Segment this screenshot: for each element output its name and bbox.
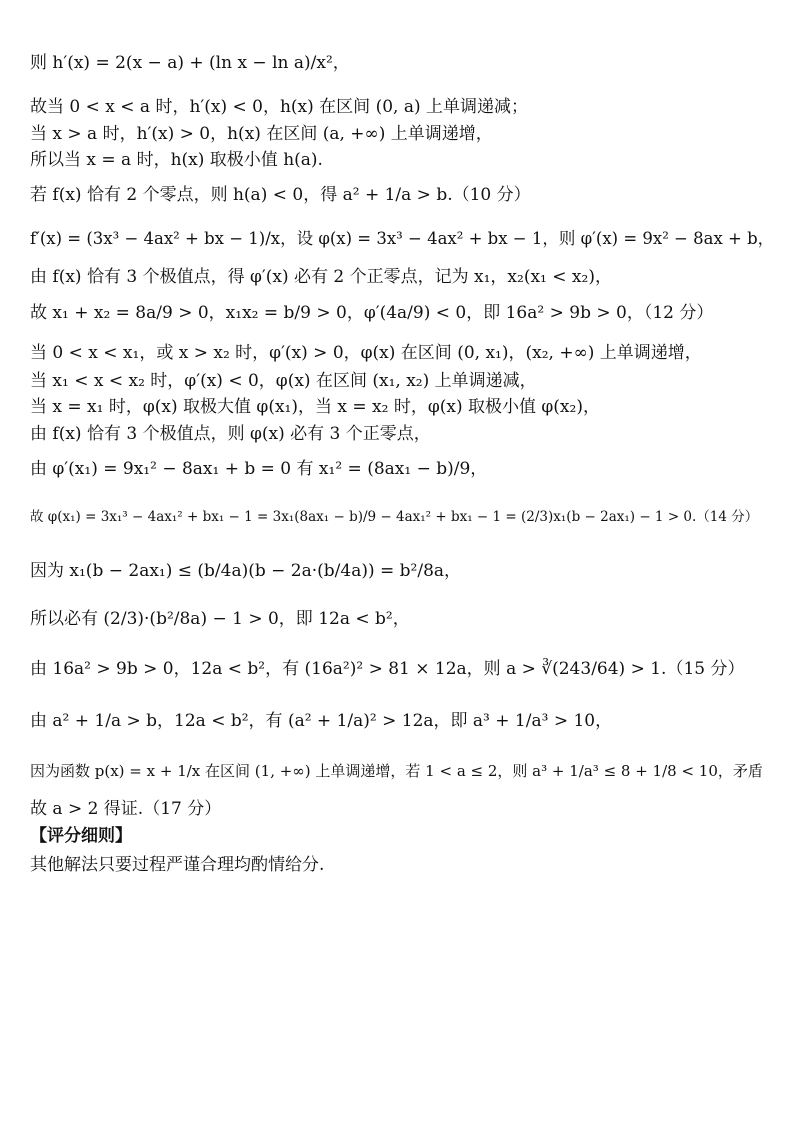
line-text: 所以必有 (2/3)·(b²/8a) − 1 > 0，即 12a < b²，: [30, 609, 410, 629]
solution-line-19: [30, 760, 763, 782]
line-text: f′(x) = (3x³ − 4ax² + bx − 1)/x，设 φ(x) = 3x³ − 4ax² + bx − 1，则 φ′(x) = 9x² − 8ax + b，: [30, 229, 775, 248]
line-text: 则 h′(x) = 2(x − a) + (ln x − ln a)/x²，: [30, 53, 350, 73]
line-text: 故当 0 < x < a 时，h′(x) < 0，h(x) 在区间 (0, a) 上单调递减；: [30, 97, 529, 117]
line-text: 若 f(x) 恰有 2 个零点，则 h(a) < 0，得 a² + 1/a > b.（10 分）: [30, 185, 531, 205]
line-text: 故 x₁ + x₂ = 8a/9 > 0，x₁x₂ = b/9 > 0，φ′(4a/9) < 0，即 16a² > 9b > 0，（12 分）: [30, 303, 714, 323]
line-text: 当 x₁ < x < x₂ 时，φ′(x) < 0，φ(x) 在区间 (x₁, x₂) 上单调递减，: [30, 371, 537, 391]
line-text: 由 16a² > 9b > 0，12a < b²，有 (16a²)² > 81 × 12a，则 a > ∛(243/64) > 1.（15 分）: [30, 659, 745, 679]
line-text: 因为 x₁(b − 2ax₁) ≤ (b/4a)(b − 2a·(b/4a)) = b²/8a，: [30, 561, 462, 581]
line-text: 故 a > 2 得证.（17 分）: [30, 799, 222, 819]
solution-line-20: [30, 798, 221, 820]
solution-line-17: [30, 658, 745, 680]
solution-line-11: [30, 396, 600, 418]
solution-line-9: [30, 342, 702, 364]
scoring-rules-heading: [30, 825, 132, 847]
solution-line-18: [30, 710, 612, 732]
solution-line-5: [30, 184, 531, 206]
line-text: 当 x = x₁ 时，φ(x) 取极大值 φ(x₁)，当 x = x₂ 时，φ(x) 取极小值 φ(x₂)，: [30, 397, 600, 417]
solution-line-6: [30, 228, 774, 250]
heading-text: 【评分细则】: [30, 826, 132, 846]
solution-line-2: [30, 96, 528, 118]
solution-line-10: [30, 370, 537, 392]
solution-line-1: [30, 52, 350, 74]
line-text: 其他解法只要过程严谨合理均酌情给分.: [30, 855, 325, 875]
solution-line-4: [30, 149, 323, 171]
line-text: 由 a² + 1/a > b，12a < b²，有 (a² + 1/a)² > 12a，即 a³ + 1/a³ > 10，: [30, 711, 613, 731]
solution-line-13: [30, 458, 487, 480]
line-text: 由 φ′(x₁) = 9x₁² − 8ax₁ + b = 0 有 x₁² = (8ax₁ − b)/9，: [30, 459, 488, 479]
solution-line-7: [30, 266, 612, 288]
line-text: 当 0 < x < x₁，或 x > x₂ 时，φ′(x) > 0，φ(x) 在区间 (0, x₁)，(x₂, +∞) 上单调递增，: [30, 343, 702, 363]
solution-line-8: [30, 302, 713, 324]
solution-line-3: [30, 123, 493, 145]
line-text: 因为函数 p(x) = x + 1/x 在区间 (1, +∞) 上单调递增，若 1 < a ≤ 2，则 a³ + 1/a³ ≤ 8 + 1/8 < 10，矛盾: [30, 762, 763, 780]
solution-line-12: [30, 423, 431, 445]
line-text: 故 φ(x₁) = 3x₁³ − 4ax₁² + bx₁ − 1 = 3x₁(8ax₁ − b)/9 − 4ax₁² + bx₁ − 1 = (2/3)x₁(b − 2ax₁) − 1 > 0.（14 分）: [30, 509, 759, 525]
solution-line-16: [30, 608, 410, 630]
scoring-rules-text: [30, 854, 324, 876]
line-text: 由 f(x) 恰有 3 个极值点，则 φ(x) 必有 3 个正零点，: [30, 424, 431, 444]
line-text: 当 x > a 时，h′(x) > 0，h(x) 在区间 (a, +∞) 上单调递增，: [30, 124, 493, 144]
line-text: 所以当 x = a 时，h(x) 取极小值 h(a).: [30, 150, 323, 170]
line-text: 由 f(x) 恰有 3 个极值点，得 φ′(x) 必有 2 个正零点，记为 x₁，x₂(x₁ < x₂)，: [30, 267, 612, 287]
solution-line-15: [30, 560, 461, 582]
solution-line-14: [30, 506, 758, 528]
